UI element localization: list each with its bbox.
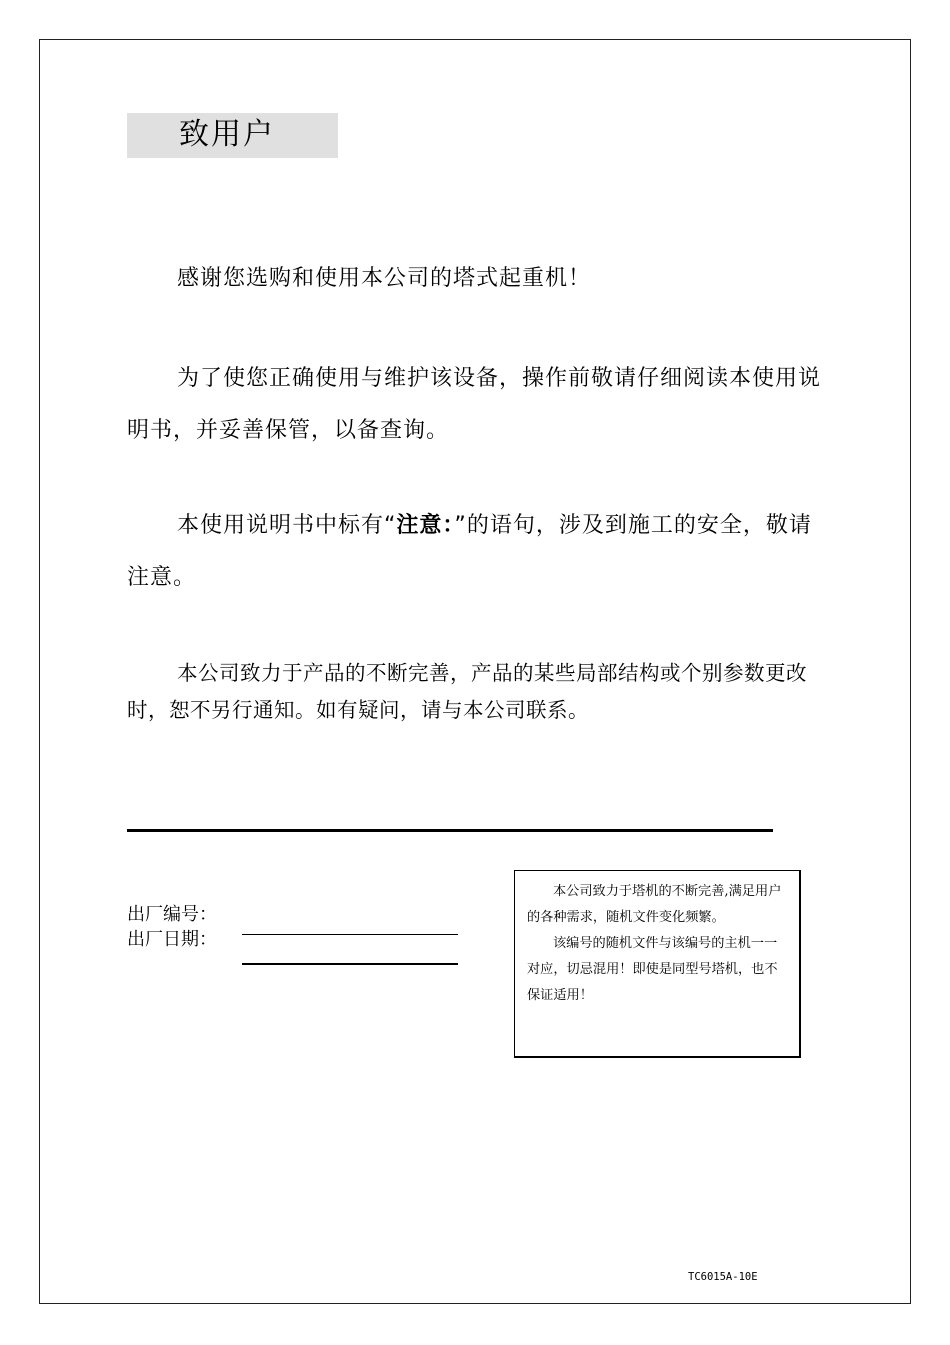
notice-text-1: 本公司致力于塔机的不断完善,满足用户的各种需求，随机文件变化频繁。 [527, 884, 782, 925]
improvement-paragraph [127, 655, 827, 729]
thanks-text: 感谢您选购和使用本公司的塔式起重机！ [177, 266, 592, 291]
notice-text-2: 该编号的随机文件与该编号的主机一一对应，切忌混用！即使是同型号塔机，也不保证适用！ [527, 936, 778, 1003]
caution-text-before: 本使用说明书中标有“ [177, 513, 397, 538]
caution-text-after: ”的语句，涉及到施工的安全，敬请注意。 [127, 513, 812, 590]
document-code: TC6015A-10E [688, 1271, 758, 1283]
manufacture-date-label: 出厂日期： [127, 929, 217, 950]
serial-number-label: 出厂编号： [127, 904, 217, 925]
section-divider [127, 829, 773, 832]
caution-keyword: 注意： [396, 513, 455, 538]
page-title: 致用户 [179, 117, 275, 152]
read-manual-text: 为了使您正确使用与维护该设备，操作前敬请仔细阅读本使用说明书，并妥善保管，以备查询。 [127, 366, 822, 443]
notice-box [514, 870, 801, 1058]
serial-number-line [242, 934, 458, 935]
notice-line-2 [527, 931, 789, 1009]
manufacture-date-line [242, 963, 458, 965]
notice-line-1 [527, 879, 789, 931]
read-manual-paragraph [127, 353, 827, 457]
improvement-text: 本公司致力于产品的不断完善，产品的某些局部结构或个别参数更改时，恕不另行通知。如有疑问，请与本公司联系。 [127, 661, 807, 722]
title-banner [127, 113, 338, 158]
thanks-paragraph [127, 253, 827, 305]
serial-info [127, 902, 217, 952]
caution-paragraph [127, 500, 827, 604]
